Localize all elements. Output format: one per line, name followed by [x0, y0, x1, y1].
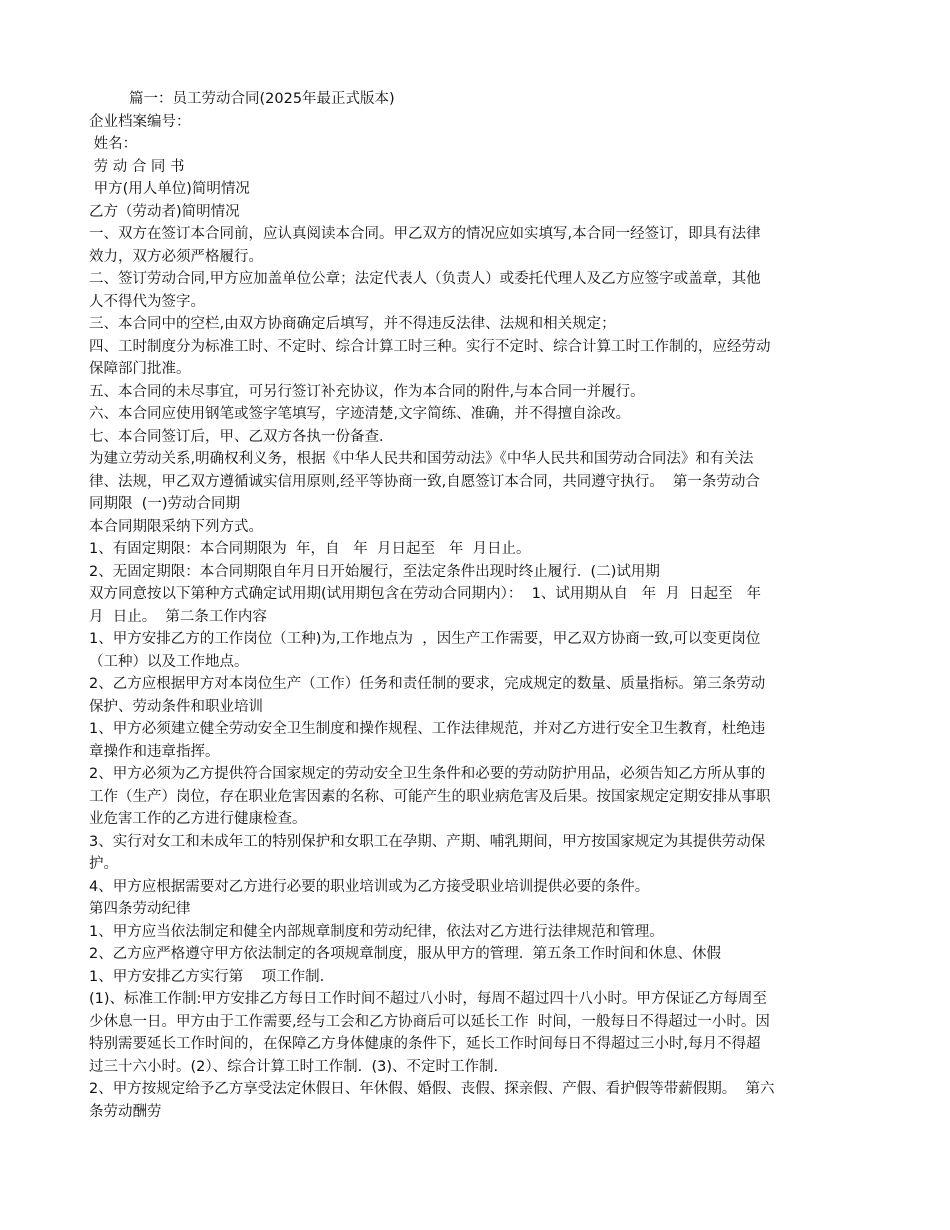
document-line: 五、本合同的未尽事宜，可另行签订补充协议，作为本合同的附件,与本合同一并履行。 [89, 383, 645, 400]
document-line: 2、乙方应严格遵守甲方依法制定的各项规章制度，服从甲方的管理. 第五条工作时间和休息、休假 [89, 946, 722, 962]
document-line: 3、实行对女工和未成年工的特别保护和女职工在孕期、产期、哺乳期间，甲方按国家规定为其提供劳动保 [89, 833, 766, 850]
document-line: 1、甲方安排乙方的工作岗位（工种)为,工作地点为 ，因生产工作需要，甲乙双方协商一致,可以变更岗位 [89, 631, 761, 647]
document-line: 2、无固定期限：本合同期限自年月日开始履行，至法定条件出现时终止履行. (二)试用期 [89, 563, 660, 580]
document-line: 1、甲方必须建立健全劳动安全卫生制度和操作规程、工作法律规范，并对乙方进行安全卫生教育，杜绝违 [89, 721, 766, 737]
document-line: 第四条劳动纪律 [89, 901, 191, 917]
document-line: 双方同意按以下第种方式确定试用期(试用期包含在劳动合同期内）： 1、试用期从自 年 月 日起至 年 [89, 586, 761, 602]
document-title: 篇一：员工劳动合同(2025年最正式版本) [129, 91, 395, 107]
document-line: 劳 动 合 同 书 [89, 158, 185, 175]
document-line: 1、有固定期限：本合同期限为 年，自 年 月日起至 年 月日止。 [89, 541, 531, 557]
document-line: 过三十六小时。(2）、综合计算工时工作制. (3)、不定时工作制. [89, 1058, 499, 1075]
document-line: 特别需要延长工作时间的，在保障乙方身体健康的条件下，延长工作时间每日不得超过三小时,每月不得超 [89, 1036, 761, 1052]
document-line: 同期限 (一)劳动合同期 [89, 496, 241, 512]
document-line: 效力，双方必须严格履行。 [89, 248, 263, 265]
document-line: 1、甲方应当依法制定和健全内部规章制度和劳动纪律，依法对乙方进行法律规范和管理。 [89, 923, 664, 940]
document-line: 二、签订劳动合同,甲方应加盖单位公章；法定代表人（负责人）或委托代理人及乙方应签字或盖章，其他 [89, 271, 761, 287]
document-page [89, 88, 859, 1123]
document-line: (1)、标准工作制:甲方安排乙方每日工作时间不超过八小时，每周不超过四十八小时。甲方保证乙方每周至 [89, 991, 767, 1007]
document-line: 2、甲方必须为乙方提供符合国家规定的劳动安全卫生条件和必要的劳动防护用品，必须告知乙方所从事的 [89, 766, 766, 782]
document-line: 章操作和违章指挥。 [89, 743, 220, 760]
document-line: 六、本合同应使用钢笔或签字笔填写，字迹清楚,文字简练、准确，并不得擅自涂改。 [89, 406, 631, 422]
document-line: 月 日止。 第二条工作内容 [89, 608, 267, 625]
document-line: 1、甲方安排乙方实行第 项工作制. [89, 968, 325, 985]
document-line: 一、双方在签订本合同前，应认真阅读本合同。甲乙双方的情况应如实填写,本合同一经签订，即具有法律 [89, 226, 761, 242]
document-line: 护。 [89, 856, 118, 872]
document-line: 人不得代为签字。 [89, 293, 205, 310]
document-line: 本合同期限采纳下列方式。 [89, 518, 263, 535]
document-line: 保障部门批准。 [89, 361, 191, 377]
document-line: 2、乙方应根据甲方对本岗位生产（工作）任务和责任制的要求，完成规定的数量、质量指标。第三条劳动 [89, 676, 766, 692]
document-line: 企业档案编号： [89, 113, 191, 130]
document-line: 条劳动酬劳 [89, 1103, 162, 1120]
document-line: 四、工时制度分为标准工时、不定时、综合计算工时三种。实行不定时、综合计算工时工作制的，应经劳动 [89, 338, 771, 355]
document-line: 保护、劳动条件和职业培训 [89, 698, 263, 715]
document-line: 业危害工作的乙方进行健康检查。 [89, 811, 307, 827]
document-line: 三、本合同中的空栏,由双方协商确定后填写，并不得违反法律、法规和相关规定； [89, 316, 616, 332]
document-line: 七、本合同签订后，甲、乙双方各执一份备查. [89, 428, 384, 445]
document-line: 4、甲方应根据需要对乙方进行必要的职业培训或为乙方接受职业培训提供必要的条件。 [89, 878, 650, 895]
document-line: 工作（生产）岗位，存在职业危害因素的名称、可能产生的职业病危害及后果。按国家规定定期安排从事职 [89, 788, 771, 805]
document-line: （工种）以及工作地点。 [89, 653, 249, 670]
document-body [89, 111, 859, 1124]
document-line: 姓名： [89, 136, 138, 152]
document-line: 甲方(用人单位)简明情况 [89, 181, 250, 197]
document-line: 律、法规，甲乙双方遵循诚实信用原则,经平等协商一致,自愿签订本合同，共同遵守执行。 第一条劳动合 [89, 473, 760, 490]
document-line: 2、甲方按规定给予乙方享受法定休假日、年休假、婚假、丧假、探亲假、产假、看护假等带薪假期。 第六 [89, 1081, 775, 1097]
document-line: 乙方（劳动者)简明情况 [89, 203, 240, 220]
document-line: 为建立劳动关系,明确权利义务，根据《中华人民共和国劳动法》《中华人民共和国劳动合同法》和有关法 [89, 451, 754, 467]
document-line: 少休息一日。甲方由于工作需要,经与工会和乙方协商后可以延长工作 时间，一般每日不得超过一小时。因 [89, 1013, 770, 1030]
